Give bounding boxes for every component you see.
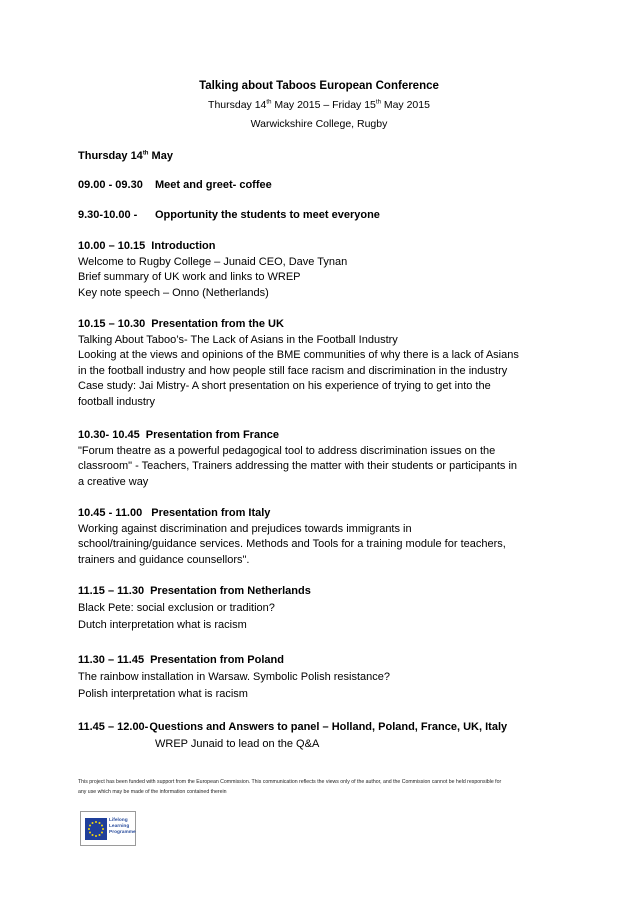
session-item xyxy=(78,239,568,301)
session-time: 10.00 – 10.15 xyxy=(78,240,146,252)
logo-line: Learning xyxy=(109,824,130,829)
session-title: Meet and greet- coffee xyxy=(155,179,272,191)
session-title: Introduction xyxy=(151,240,216,252)
session-title: Questions and Answers to panel – Holland, Poland, France, UK, Italy xyxy=(149,721,508,733)
session-line: Looking at the views and opinions of the BME communities of why there is a lack of Asians xyxy=(78,349,519,361)
session-item xyxy=(78,178,568,194)
session-line: Black Pete: social exclusion or tradition? xyxy=(78,601,275,614)
disclaimer-line: any use which may be made of the information contained therein xyxy=(78,788,227,795)
funding-disclaimer xyxy=(78,778,568,797)
session-line: Dutch interpretation what is racism xyxy=(78,619,247,631)
session-line: a creative way xyxy=(78,475,149,488)
logo-text xyxy=(109,818,136,836)
eu-flag-icon xyxy=(85,818,107,840)
conference-venue: Warwickshire College, Rugby xyxy=(250,118,388,130)
session-time: 11.45 – 12.00- xyxy=(78,721,149,733)
session-title: Presentation from Italy xyxy=(151,507,271,519)
session-line: "Forum theatre as a powerful pedagogical tool to address discrimination issues on the xyxy=(78,444,496,457)
session-time: 10.45 - 11.00 xyxy=(78,507,143,519)
logo-line: Lifelong xyxy=(109,818,128,823)
session-title: Opportunity the students to meet everyone xyxy=(155,209,380,221)
session-line: The rainbow installation in Warsaw. Symbolic Polish resistance? xyxy=(78,670,391,683)
session-line: Welcome to Rugby College – Junaid CEO, Dave Tynan xyxy=(78,255,348,268)
session-time: 11.15 – 11.30 xyxy=(78,585,145,597)
disclaimer-line: This project has been funded with support from the European Commission. This communication reflects the views only of the author, and the Commission cannot be held responsible for xyxy=(78,779,502,785)
day-part: May xyxy=(148,150,173,162)
dates-part: May 2015 xyxy=(380,99,430,111)
session-time: 11.30 – 11.45 xyxy=(78,654,145,666)
conference-title: Talking about Taboos European Conference xyxy=(199,80,439,92)
session-title: Presentation from Poland xyxy=(150,654,284,666)
session-time: 10.30- 10.45 xyxy=(78,429,140,441)
day-sup: th xyxy=(142,150,149,157)
session-title: Presentation from Netherlands xyxy=(150,585,311,597)
session-line: in the football industry and how people still face racism and discrimination in the industry xyxy=(78,364,508,377)
session-title: Presentation from France xyxy=(145,429,280,441)
dates-sup: th xyxy=(266,99,272,106)
session-time: 09.00 - 09.30 xyxy=(78,179,143,191)
session-line: trainers and guidance counsellors". xyxy=(78,553,250,566)
session-line: football industry xyxy=(78,395,156,408)
dates-part: May 2015 – Friday 15 xyxy=(271,99,376,111)
dates-part: Thursday 14 xyxy=(208,99,267,111)
session-line: Polish interpretation what is racism xyxy=(78,688,248,700)
session-item xyxy=(78,506,568,568)
logo-line: Programme xyxy=(109,830,136,835)
eu-stars-icon xyxy=(85,818,107,840)
day-heading xyxy=(78,150,173,162)
session-item xyxy=(78,720,568,752)
session-line: Brief summary of UK work and links to WREP xyxy=(78,271,301,283)
day-part: Thursday 14 xyxy=(78,150,143,162)
session-line: Talking About Taboo’s- The Lack of Asians in the Football Industry xyxy=(78,333,398,346)
session-line: school/training/guidance services. Methods and Tools for a training module for teachers, xyxy=(78,538,506,550)
session-line: Working against discrimination and prejudices towards immigrants in xyxy=(78,522,412,535)
session-title: Presentation from the UK xyxy=(151,318,284,330)
session-item xyxy=(78,584,568,634)
session-item xyxy=(78,428,568,490)
conference-dates xyxy=(0,99,638,111)
session-item xyxy=(78,208,568,224)
session-line: WREP Junaid to lead on the Q&A xyxy=(155,737,320,750)
session-line: Case study: Jai Mistry- A short presentation on his experience of trying to get into the xyxy=(78,380,491,392)
session-item xyxy=(78,653,568,703)
session-time: 10.15 – 10.30 xyxy=(78,318,146,330)
dates-sup: th xyxy=(375,99,381,106)
session-item xyxy=(78,317,568,410)
session-line: classroom" - Teachers, Trainers addressing the matter with their students or participants in xyxy=(78,460,518,472)
lifelong-learning-programme-logo xyxy=(80,811,136,846)
session-time: 9.30-10.00 - xyxy=(78,209,138,221)
session-line: Key note speech – Onno (Netherlands) xyxy=(78,286,269,299)
